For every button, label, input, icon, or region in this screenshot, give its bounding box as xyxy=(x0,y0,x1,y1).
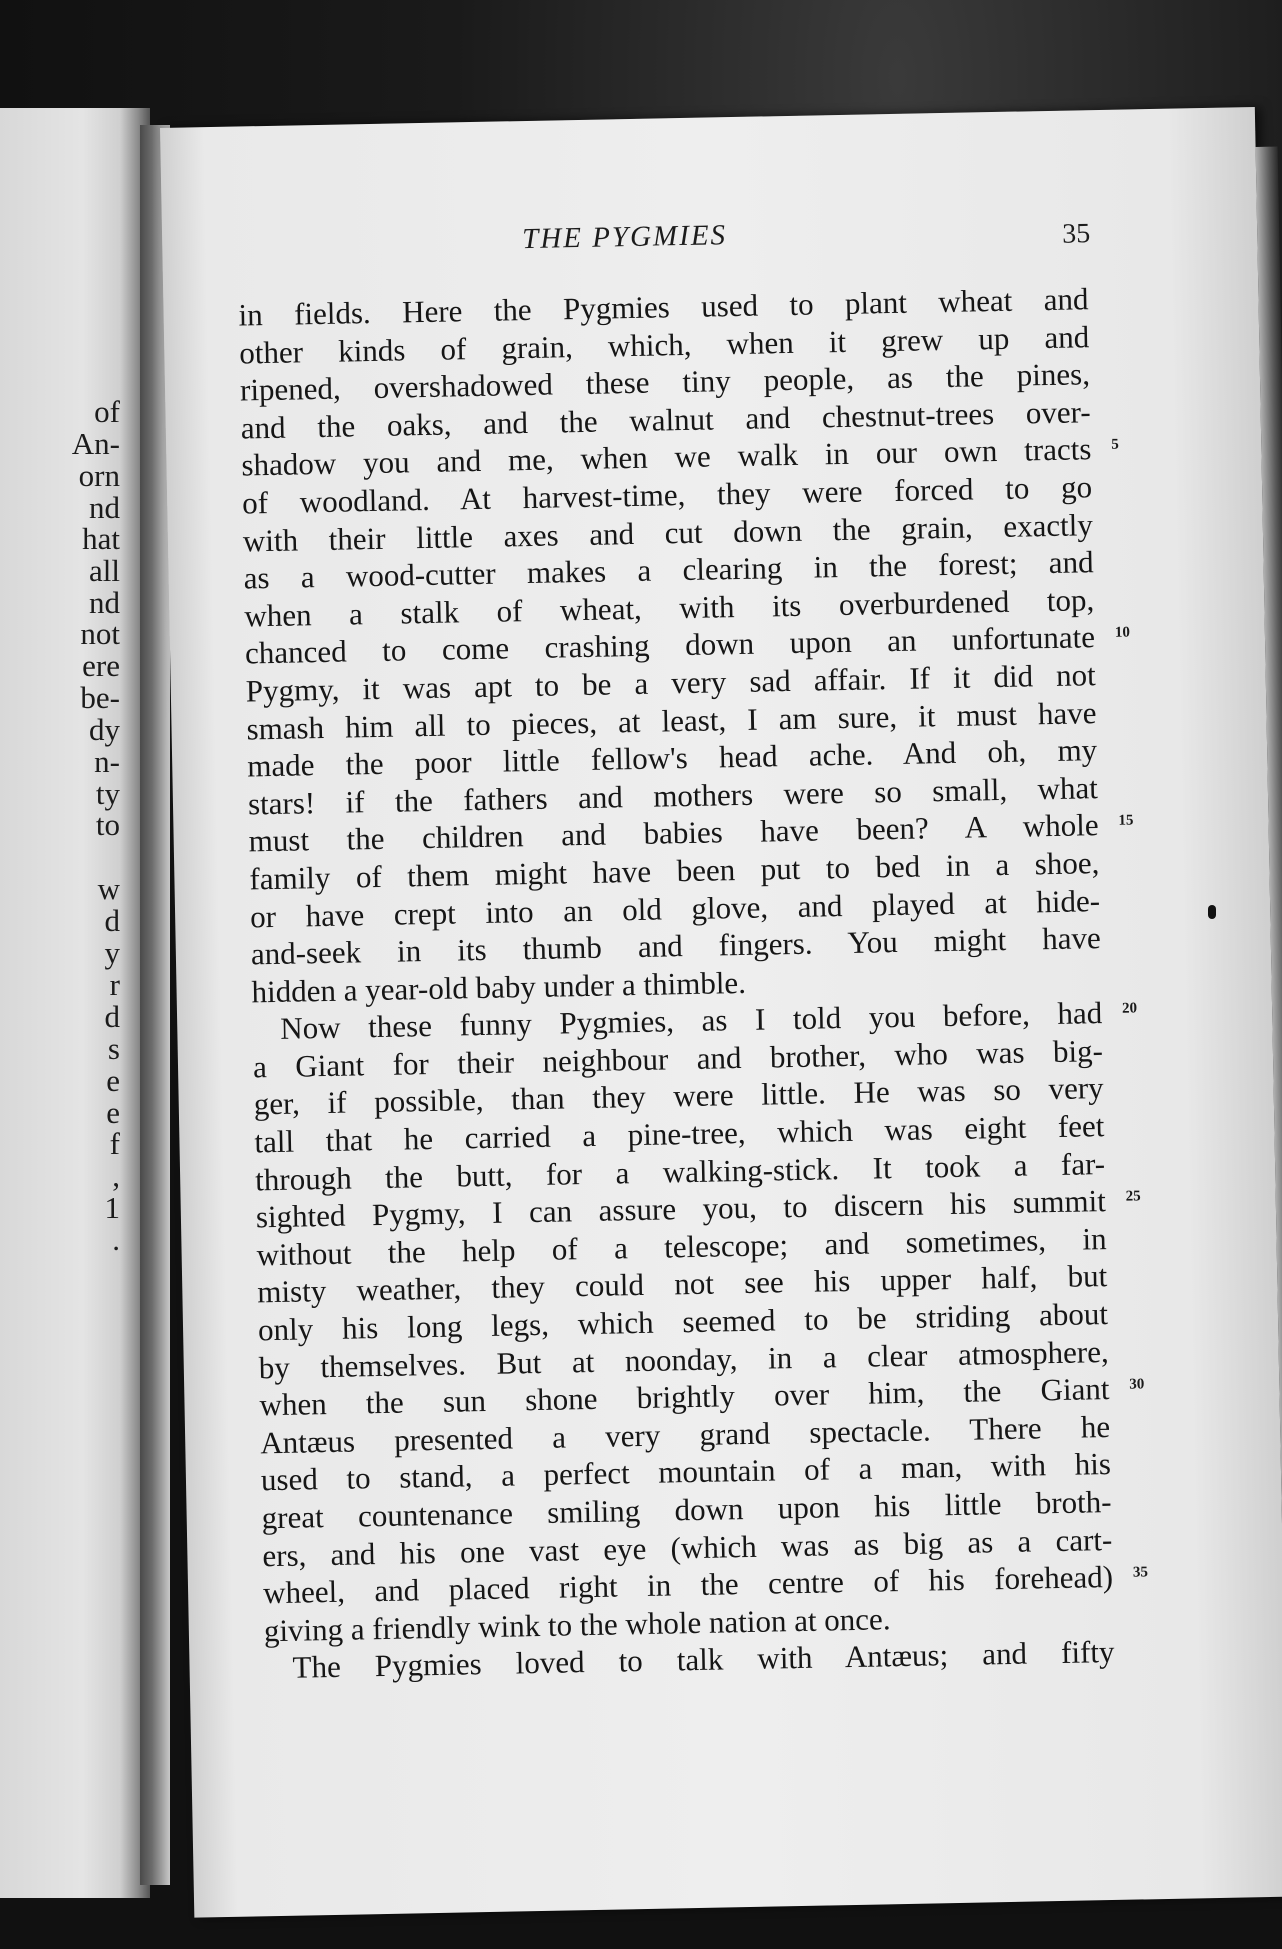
facing-page-fragment: An- xyxy=(71,426,120,461)
text-line-content: without the help of a telescope; and sometimes, in xyxy=(256,1220,1107,1273)
facing-page-left xyxy=(0,108,150,1898)
facing-page-fragment: y xyxy=(104,935,120,970)
facing-page-fragment: d xyxy=(104,903,120,938)
text-line-content: chanced to come crashing down upon an unfortunate xyxy=(244,619,1096,671)
book-page-right xyxy=(160,107,1282,1918)
facing-page-fragment: ere xyxy=(82,648,120,683)
facing-page-fragment: hat xyxy=(82,521,120,556)
facing-page-fragment: orn xyxy=(78,458,120,493)
text-line-content: ers, and his one vast eye (which was as big as a cart- xyxy=(262,1521,1113,1573)
ink-spot xyxy=(1208,905,1216,919)
text-line-content: other kinds of grain, which, when it grew up and xyxy=(238,318,1090,371)
facing-page-fragment: nd xyxy=(89,585,120,620)
page-edge xyxy=(1256,147,1282,1887)
line-number: 30 xyxy=(1129,1376,1145,1393)
facing-page-fragment: to xyxy=(95,807,120,842)
text-line-content: and-seek in its thumb and fingers. You might have xyxy=(250,920,1102,972)
page-number: 35 xyxy=(1061,218,1091,250)
text-line-content: The Pygmies loved to talk with Antæus; and fifty xyxy=(292,1634,1115,1686)
facing-page-fragment: of xyxy=(94,394,120,429)
facing-page-fragment: . xyxy=(112,1222,120,1257)
text-line-content: Antæus presented a very grand spectacle. There he xyxy=(259,1408,1111,1461)
text-line-content: family of them might have been put to bed in a shoe, xyxy=(249,845,1100,897)
facing-page-fragment: n- xyxy=(94,744,120,779)
text-line-content: in fields. Here the Pygmies used to plant wheat and xyxy=(238,281,1089,333)
facing-page-fragment: ty xyxy=(95,776,120,811)
line-number: 35 xyxy=(1132,1564,1149,1581)
facing-page-fragment: nd xyxy=(89,490,120,525)
text-line-content: sighted Pygmy, I can assure you, to discern his summit xyxy=(255,1183,1107,1235)
text-line-content: used to stand, a perfect mountain of a man, with his xyxy=(260,1446,1112,1498)
facing-page-fragment: all xyxy=(89,553,120,588)
text-line-content: a Giant for their neighbour and brother, who was big- xyxy=(252,1032,1104,1085)
text-line-content: stars! if the fathers and mothers were so small, what xyxy=(247,769,1099,822)
facing-page-fragment: e xyxy=(106,1063,120,1098)
text-line-content: wheel, and placed right in the centre of his forehead) xyxy=(262,1559,1114,1611)
text-line-content: ger, if possible, than they were little. He was so very xyxy=(253,1070,1104,1122)
text-line-content: only his long legs, which seemed to be striding about xyxy=(257,1296,1109,1348)
facing-page-fragment: d xyxy=(104,999,120,1034)
body-text xyxy=(238,280,1149,1687)
line-number: 10 xyxy=(1114,624,1131,642)
text-line-content: through the butt, for a walking-stick. It took a far- xyxy=(254,1145,1106,1198)
running-title: THE PYGMIES xyxy=(521,219,728,256)
text-line-content: misty weather, they could not see his upper half, but xyxy=(257,1258,1108,1310)
text-line-content: made the poor little fellow's head ache. And oh, my xyxy=(246,732,1098,784)
line-number: 20 xyxy=(1121,1000,1138,1017)
facing-page-fragment: 1 xyxy=(104,1190,120,1225)
text-line-content: and the oaks, and the walnut and chestnut-trees over- xyxy=(240,393,1091,446)
facing-page-fragment: r xyxy=(109,967,120,1002)
facing-page-fragment: f xyxy=(109,1126,120,1161)
line-number: 15 xyxy=(1118,812,1134,830)
line-number: 5 xyxy=(1111,437,1119,454)
text-line-content: when the sun shone brightly over him, the Giant xyxy=(259,1371,1110,1423)
facing-page-fragment: s xyxy=(107,1031,120,1066)
text-line-content: shadow you and me, when we walk in our own tracts xyxy=(241,431,1092,483)
text-line-content: Pygmy, it was apt to be a very sad affair. If it did not xyxy=(245,657,1097,709)
facing-page-fragment: dy xyxy=(89,712,120,747)
text-line-content: great countenance smiling down upon his little broth- xyxy=(261,1483,1112,1536)
facing-page-fragment: , xyxy=(112,1158,120,1193)
facing-page-fragment: e xyxy=(106,1095,120,1130)
text-line-content: with their little axes and cut down the grain, exactly xyxy=(242,506,1094,559)
text-line-content: ripened, overshadowed these tiny people, as the pines, xyxy=(239,356,1091,408)
text-line-content: hidden a year-old baby under a thimble. xyxy=(251,964,747,1010)
text-line-content: by themselves. But at noonday, in a clear atmosphere, xyxy=(258,1333,1109,1385)
facing-page-fragment: be- xyxy=(80,680,120,715)
text-line-content: as a wood-cutter makes a clearing in the forest; and xyxy=(243,544,1094,596)
text-line-content: giving a friendly wink to the whole nation at once. xyxy=(263,1601,891,1649)
text-line-content: must the children and babies have been? A whole xyxy=(248,807,1099,859)
facing-page-fragment: w xyxy=(97,871,120,906)
text-line-content: of woodland. At harvest-time, they were forced to go xyxy=(241,469,1093,521)
text-line-content: tall that he carried a pine-tree, which was eight feet xyxy=(254,1108,1105,1160)
facing-page-fragment: not xyxy=(80,616,120,651)
text-line-content: or have crept into an old glove, and played at hide- xyxy=(249,882,1101,934)
text-line-content: Now these funny Pygmies, as I told you before, had xyxy=(279,995,1103,1047)
line-number: 25 xyxy=(1125,1188,1141,1205)
text-line-content: when a stalk of wheat, with its overburdened top, xyxy=(244,581,1095,634)
text-line-content: smash him all to pieces, at least, I am sure, it must have xyxy=(246,694,1097,746)
